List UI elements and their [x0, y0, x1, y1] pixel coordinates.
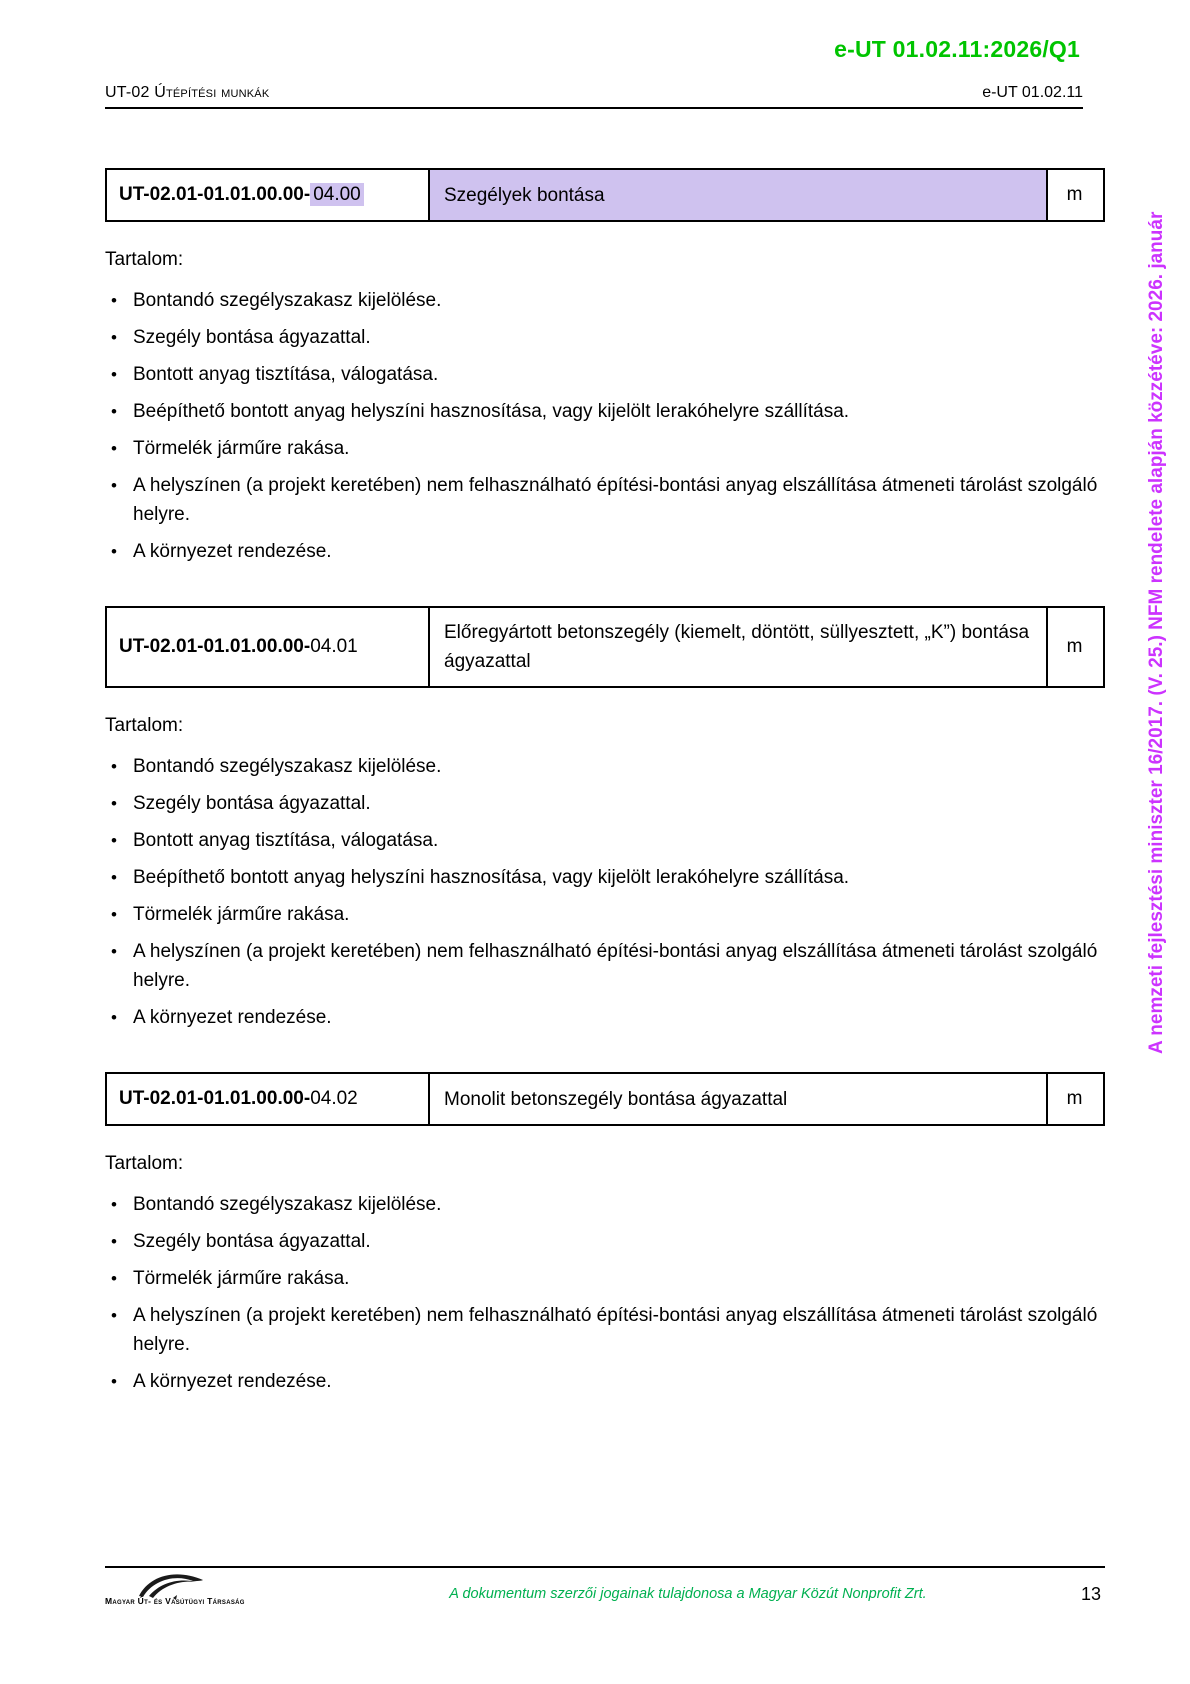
- bullet-item: [111, 826, 1105, 855]
- bullet-text: Bontandó szegélyszakasz kijelölése.: [133, 290, 442, 311]
- side-note-vertical: A nemzeti fejlesztési miniszter 16/2017. (V. 25.) NFM rendelete alapján közzétéve: 2026. január: [1146, 211, 1167, 1054]
- bullet-text: Beépíthető bontott anyag helyszíni hasznosítása, vagy kijelölt lerakóhelyre szállítása.: [133, 867, 850, 888]
- spec-title-cell: Előregyártott betonszegély (kiemelt, döntött, süllyesztett, „K”) bontása ágyazattal: [430, 608, 1048, 686]
- footer-logo-caption: Magyar Út- és Vasútügyi Társaság: [105, 1596, 245, 1606]
- bullet-icon: •: [111, 365, 117, 384]
- spec-code-prefix: UT-02.01-01.01.00.00-: [119, 636, 311, 657]
- doc-code-top: e-UT 01.02.11:2026/Q1: [834, 36, 1080, 62]
- bullet-icon: •: [111, 402, 117, 421]
- bullet-text: A környezet rendezése.: [133, 541, 332, 562]
- bullet-list: [105, 752, 1105, 1032]
- bullet-text: Szegély bontása ágyazattal.: [133, 793, 371, 814]
- bullet-text: A helyszínen (a projekt keretében) nem felhasználható építési-bontási anyag elszállítása átmeneti tárolást szolgáló helyre.: [133, 475, 1098, 525]
- bullet-text: Bontandó szegélyszakasz kijelölése.: [133, 756, 442, 777]
- bullet-text: Törmelék járműre rakása.: [133, 438, 350, 459]
- spec-title-cell: Monolit betonszegély bontása ágyazattal: [430, 1074, 1048, 1124]
- bullet-text: A környezet rendezése.: [133, 1371, 332, 1392]
- bullet-text: A helyszínen (a projekt keretében) nem felhasználható építési-bontási anyag elszállítása átmeneti tárolást szolgáló helyre.: [133, 1305, 1098, 1355]
- content-label: Tartalom:: [105, 1153, 184, 1174]
- bullet-item: [111, 434, 1105, 463]
- bullet-icon: •: [111, 291, 117, 310]
- bullet-text: Törmelék járműre rakása.: [133, 904, 350, 925]
- bullet-icon: •: [111, 942, 117, 961]
- bullet-item: [111, 1190, 1105, 1219]
- page-footer: [105, 1566, 1105, 1606]
- spec-code-prefix: UT-02.01-01.01.00.00-: [119, 1088, 311, 1109]
- running-header: [105, 84, 1083, 109]
- bullet-icon: •: [111, 757, 117, 776]
- spec-code-suffix-highlighted: 04.00: [310, 183, 364, 206]
- bullet-icon: •: [111, 1306, 117, 1325]
- spec-code-cell: [107, 1074, 430, 1124]
- bullet-icon: •: [111, 1232, 117, 1251]
- bullet-icon: •: [111, 542, 117, 561]
- bullet-icon: •: [111, 1269, 117, 1288]
- bullet-icon: •: [111, 1372, 117, 1391]
- bullet-text: Bontandó szegélyszakasz kijelölése.: [133, 1194, 442, 1215]
- bullet-icon: •: [111, 794, 117, 813]
- header-right-code: e-UT 01.02.11: [982, 84, 1083, 101]
- bullet-text: Törmelék járműre rakása.: [133, 1268, 350, 1289]
- spec-table-04-02: [105, 1072, 1105, 1126]
- bullet-list: [105, 286, 1105, 566]
- bullet-item: [111, 1003, 1105, 1032]
- bullet-item: [111, 752, 1105, 781]
- bullet-icon: •: [111, 328, 117, 347]
- spec-unit-cell: m: [1066, 636, 1083, 657]
- spec-code-prefix: UT-02.01-01.01.00.00-: [119, 184, 311, 205]
- spec-title-cell: Szegélyek bontása: [430, 170, 1048, 220]
- bullet-item: [111, 1367, 1105, 1396]
- bullet-item: [111, 1301, 1105, 1359]
- bullet-item: [111, 900, 1105, 929]
- bullet-item: [111, 1264, 1105, 1293]
- bullet-item: [111, 360, 1105, 389]
- bullet-item: [111, 323, 1105, 352]
- bullet-text: Szegély bontása ágyazattal.: [133, 327, 371, 348]
- spec-unit-cell: m: [1066, 184, 1083, 205]
- bullet-text: Beépíthető bontott anyag helyszíni hasznosítása, vagy kijelölt lerakóhelyre szállítása.: [133, 401, 850, 422]
- bullet-item: [111, 286, 1105, 315]
- spec-code-cell: [107, 170, 430, 220]
- bullet-icon: •: [111, 1195, 117, 1214]
- bullet-icon: •: [111, 905, 117, 924]
- bullet-icon: •: [111, 831, 117, 850]
- page-number: 13: [1080, 1584, 1101, 1604]
- header-left-title: UT-02 Útépítési munkák: [105, 84, 270, 101]
- spec-unit-cell: m: [1066, 1088, 1083, 1109]
- spec-table-04-01: [105, 606, 1105, 688]
- content-label: Tartalom:: [105, 249, 184, 270]
- bullet-item: [111, 937, 1105, 995]
- content-label: Tartalom:: [105, 715, 184, 736]
- bullet-item: [111, 789, 1105, 818]
- bullet-item: [111, 397, 1105, 426]
- bullet-text: Bontott anyag tisztítása, válogatása.: [133, 364, 439, 385]
- spec-table-04-00: [105, 168, 1105, 222]
- main-content: [105, 168, 1105, 1404]
- bullet-item: [111, 1227, 1105, 1256]
- bullet-icon: •: [111, 1008, 117, 1027]
- bullet-icon: •: [111, 868, 117, 887]
- bullet-item: [111, 863, 1105, 892]
- footer-logo: [105, 1570, 295, 1606]
- bullet-icon: •: [111, 439, 117, 458]
- footer-copyright: A dokumentum szerzői jogainak tulajdonosa a Magyar Közút Nonprofit Zrt.: [449, 1586, 927, 1602]
- spec-code-suffix: 04.01: [310, 636, 358, 657]
- bullet-text: Bontott anyag tisztítása, válogatása.: [133, 830, 439, 851]
- spec-code-suffix: 04.02: [310, 1088, 358, 1109]
- bullet-text: A környezet rendezése.: [133, 1007, 332, 1028]
- spec-code-cell: [107, 608, 430, 686]
- bullet-list: [105, 1190, 1105, 1396]
- bullet-text: Szegély bontása ágyazattal.: [133, 1231, 371, 1252]
- bullet-item: [111, 537, 1105, 566]
- bullet-item: [111, 471, 1105, 529]
- bullet-text: A helyszínen (a projekt keretében) nem felhasználható építési-bontási anyag elszállítása átmeneti tárolást szolgáló helyre.: [133, 941, 1098, 991]
- bullet-icon: •: [111, 476, 117, 495]
